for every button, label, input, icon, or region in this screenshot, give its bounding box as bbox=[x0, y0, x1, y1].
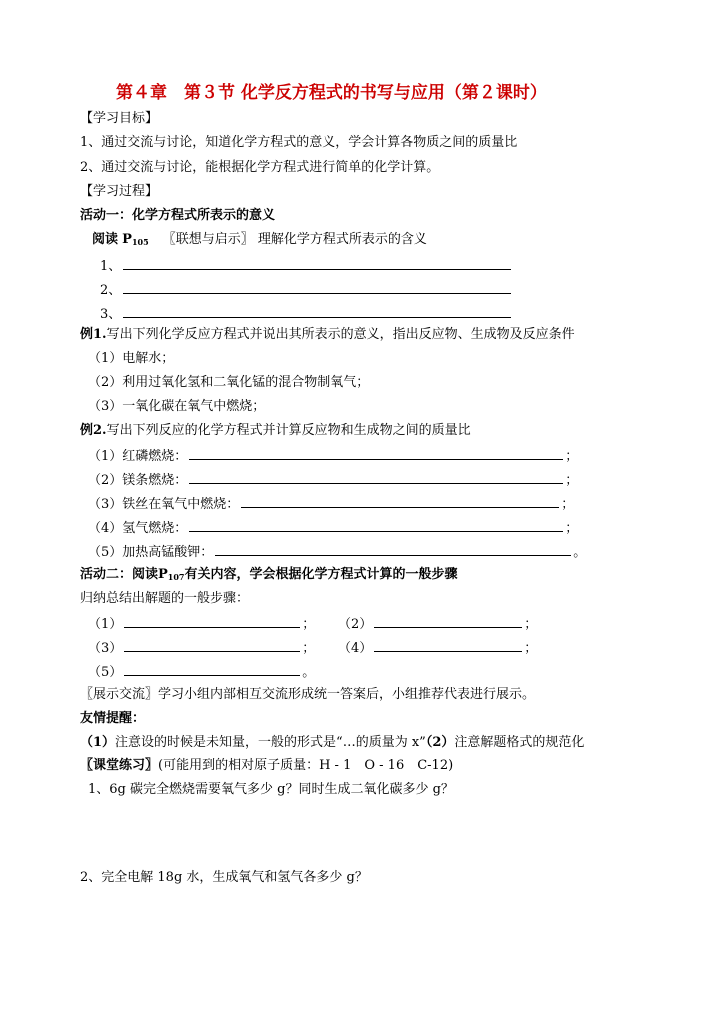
answer-line[interactable] bbox=[189, 446, 563, 460]
example2-label: 例2. bbox=[80, 423, 107, 438]
reminder-heading: 友情提醒： bbox=[80, 711, 146, 726]
read-page-sub: 105 bbox=[131, 237, 149, 247]
step-label: （3） bbox=[88, 641, 123, 656]
answer-line[interactable] bbox=[189, 518, 563, 532]
practice-question-1: 1、6g 碳完全燃烧需要氧气多少 g？同时生成二氧化碳多少 g？ bbox=[88, 782, 454, 797]
step-end: ； bbox=[524, 641, 538, 656]
item-end: 。 bbox=[573, 545, 587, 560]
answer-line[interactable] bbox=[123, 304, 511, 318]
example2-text: 写出下列反应的化学方程式并计算反应物和生成物之间的质量比 bbox=[106, 423, 471, 438]
answer-line[interactable] bbox=[215, 542, 571, 556]
example1-text: 写出下列化学反应方程式并说出其所表示的意义，指出反应物、生成物及反应条件 bbox=[106, 327, 575, 342]
page-title: 第４章 第３节 化学反方程式的书写与应用（第２课时） bbox=[116, 83, 547, 103]
answer-line[interactable] bbox=[374, 614, 522, 628]
reminder-p1: （1） bbox=[80, 735, 116, 750]
read-rest: 〖联想与启示〗 理解化学方程式所表示的含义 bbox=[162, 232, 427, 247]
objective-item-2: 2、通过交流与讨论，能根据化学方程式进行简单的化学计算。 bbox=[80, 160, 440, 175]
item-end: ； bbox=[565, 521, 579, 536]
activity1-read-line bbox=[92, 231, 427, 251]
step-3[interactable] bbox=[88, 638, 315, 658]
answer-line[interactable] bbox=[124, 662, 300, 676]
reminder-t2: 注意解题格式的规范化 bbox=[454, 735, 585, 750]
process-heading: 【学习过程】 bbox=[80, 184, 159, 199]
example1-label: 例1. bbox=[80, 327, 107, 342]
steps-summary: 归纳总结出解题的一般步骤： bbox=[80, 591, 250, 606]
step-end: ； bbox=[524, 617, 538, 632]
answer-line[interactable] bbox=[123, 256, 511, 270]
blank-label: 3、 bbox=[100, 307, 122, 322]
activity1-heading: 活动一：化学方程式所表示的意义 bbox=[80, 208, 276, 223]
answer-line[interactable] bbox=[124, 614, 300, 628]
step-2[interactable] bbox=[338, 614, 537, 634]
item-label: （2）镁条燃烧： bbox=[88, 473, 188, 488]
practice-note: (可能用到的相对原子质量：H - 1 O - 16 C-12) bbox=[158, 758, 454, 773]
reminder-p2: （2） bbox=[425, 735, 455, 750]
item-end: ； bbox=[565, 473, 579, 488]
step-end: ； bbox=[302, 641, 316, 656]
answer-line[interactable] bbox=[189, 470, 563, 484]
activity2-heading-a: 活动二：阅读P bbox=[80, 567, 168, 582]
example1-item-2: （2）利用过氧化氢和二氧化锰的混合物制氧气； bbox=[88, 375, 370, 390]
meaning-blank-2[interactable] bbox=[100, 280, 513, 300]
blank-label: 2、 bbox=[100, 283, 122, 298]
answer-line[interactable] bbox=[374, 638, 522, 652]
answer-line[interactable] bbox=[241, 494, 559, 508]
step-label: （5） bbox=[88, 665, 123, 680]
item-label: （1）红磷燃烧： bbox=[88, 449, 188, 464]
practice-line bbox=[80, 757, 453, 775]
meaning-blank-3[interactable] bbox=[100, 304, 513, 324]
item-label: （4）氢气燃烧： bbox=[88, 521, 188, 536]
practice-question-2: 2、完全电解 18g 水，生成氧气和氢气各多少 g？ bbox=[80, 870, 368, 885]
objective-item-1: 1、通过交流与讨论，知道化学方程式的意义，学会计算各物质之间的质量比 bbox=[80, 135, 518, 150]
step-4[interactable] bbox=[338, 638, 537, 658]
example1-item-1: （1）电解水； bbox=[88, 351, 175, 366]
read-page: P bbox=[122, 232, 132, 247]
reminder-line bbox=[80, 734, 584, 752]
item-end: ； bbox=[565, 449, 579, 464]
example2-item-5[interactable] bbox=[88, 542, 586, 562]
step-1[interactable] bbox=[88, 614, 315, 634]
showcase-text: 学习小组内部相互交流形成统一答案后，小组推荐代表进行展示。 bbox=[158, 687, 536, 702]
step-label: （2） bbox=[338, 617, 373, 632]
step-label: （4） bbox=[338, 641, 373, 656]
example2-line bbox=[80, 422, 471, 440]
example1-line bbox=[80, 326, 575, 344]
answer-line[interactable] bbox=[123, 280, 511, 294]
read-prefix: 阅读 bbox=[92, 232, 119, 247]
example2-item-4[interactable] bbox=[88, 518, 578, 538]
activity2-heading bbox=[80, 566, 458, 586]
blank-label: 1、 bbox=[100, 259, 122, 274]
step-end: 。 bbox=[302, 665, 316, 680]
practice-label: 〖课堂练习〗 bbox=[80, 758, 159, 773]
step-end: ； bbox=[302, 617, 316, 632]
activity2-heading-b: 有关内容，学会根据化学方程式计算的一般步骤 bbox=[184, 567, 458, 582]
item-label: （5）加热高锰酸钾： bbox=[88, 545, 214, 560]
step-label: （1） bbox=[88, 617, 123, 632]
reminder-t1: 注意设的时候是未知量，一般的形式是“…的质量为 x” bbox=[115, 735, 426, 750]
objectives-heading: 【学习目标】 bbox=[80, 111, 159, 126]
item-label: （3）铁丝在氧气中燃烧： bbox=[88, 497, 240, 512]
meaning-blank-1[interactable] bbox=[100, 256, 513, 276]
showcase-label: 〖展示交流〗 bbox=[80, 687, 159, 702]
step-5[interactable] bbox=[88, 662, 315, 682]
example1-item-3: （3）一氧化碳在氧气中燃烧； bbox=[88, 399, 266, 414]
answer-line[interactable] bbox=[124, 638, 300, 652]
example2-item-1[interactable] bbox=[88, 446, 578, 466]
showcase-line bbox=[80, 686, 535, 704]
activity2-heading-sub: 107 bbox=[167, 572, 185, 582]
example2-item-2[interactable] bbox=[88, 470, 578, 490]
item-end: ； bbox=[561, 497, 575, 512]
example2-item-3[interactable] bbox=[88, 494, 574, 514]
